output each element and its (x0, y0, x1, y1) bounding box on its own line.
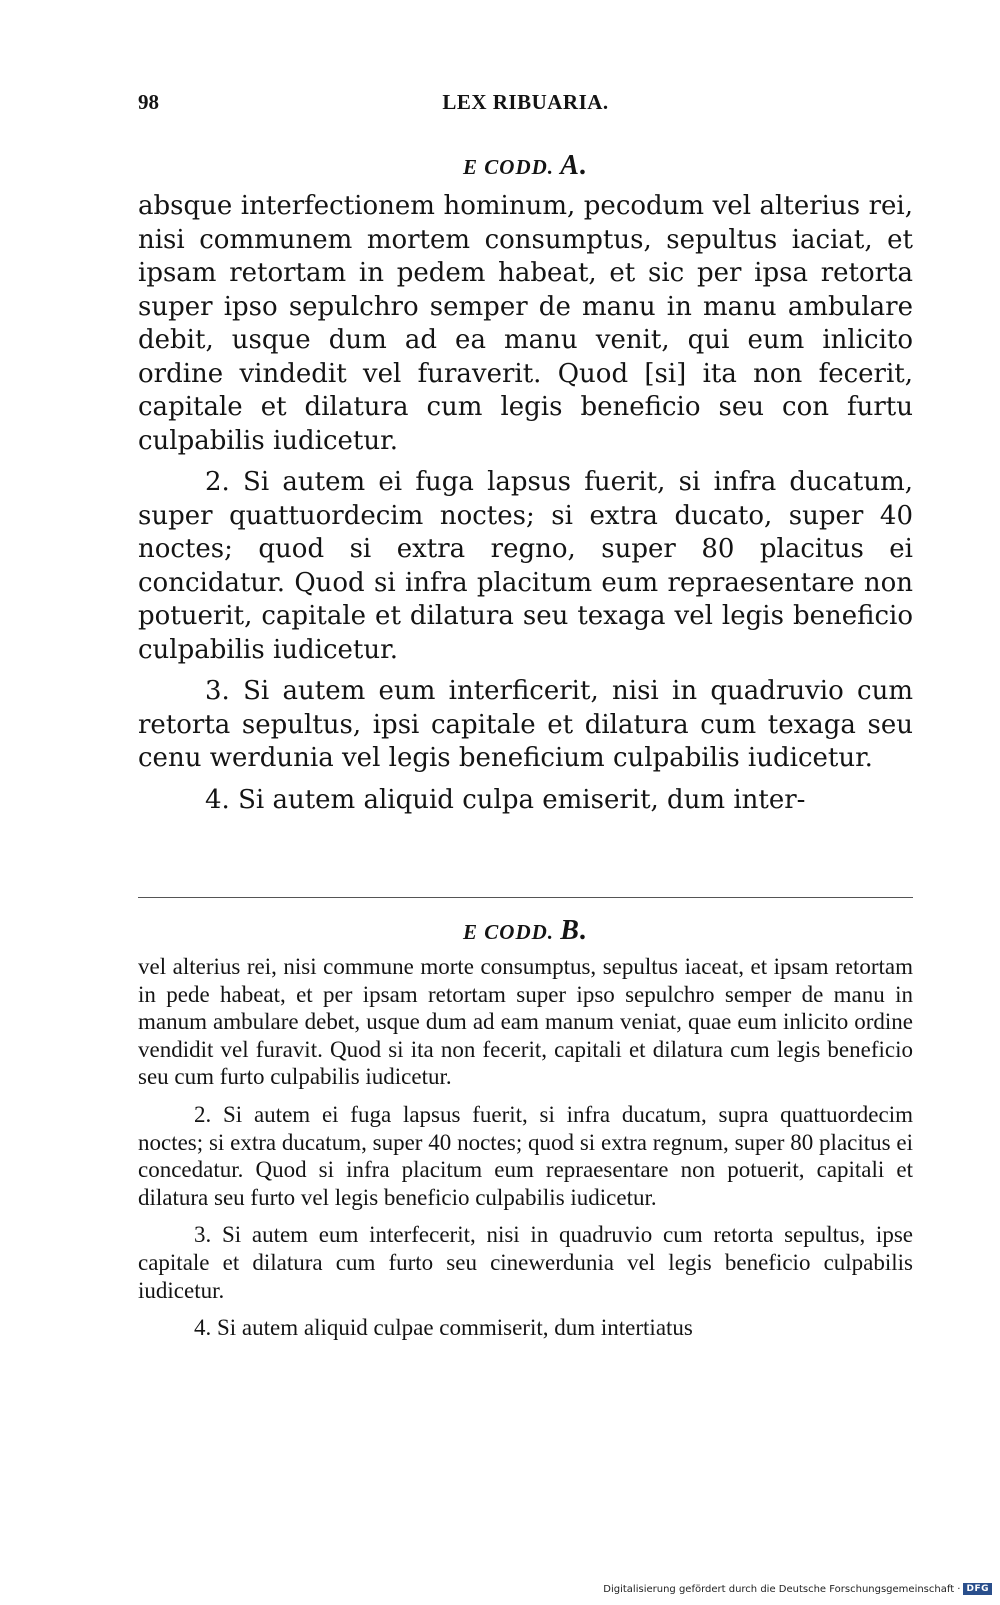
section-b-text (138, 953, 913, 1342)
credit-text: Digitalisierung gefördert durch die Deutsche Forschungsgemeinschaft · (603, 1583, 961, 1595)
section-b-heading-prefix: E CODD. (463, 920, 555, 944)
section-a-heading-letter: A. (560, 150, 588, 181)
section-a-paragraph-4: 4. Si autem aliquid culpa emiserit, dum inter- (205, 784, 806, 815)
section-b-paragraph-4: 4. Si autem aliquid culpae commiserit, dum intertiatus (194, 1315, 693, 1341)
section-a-paragraph-3: 3. Si autem eum interficerit, nisi in quadruvio cum retorta sepultus, ipsi capitale et dilatura cum texaga seu cenu werdunia vel legis beneficium culpabilis iudicetur. (138, 676, 913, 773)
section-b-heading (138, 915, 913, 947)
section-a-paragraph-1: absque interfectionem hominum, pecodum vel alterius rei, nisi communem mortem consumptus, sepultus iaciat, et ipsam retortam in pedem habeat, et sic per ipsa retorta super ipso sepulchro semper de manu in manu ambulare debit, usque dum ad ea manu venit, qui eum inlicito ordine vindedit vel furaverit. Quod [si] ita non fecerit, capitale et dilatura cum legis beneficio seu con furtu culpabilis iudicetur. (138, 191, 913, 456)
running-title: LEX RIBUARIA. (442, 90, 609, 114)
section-a-heading-prefix: E CODD. (463, 155, 555, 179)
section-a-text (138, 190, 913, 817)
page-number: 98 (138, 90, 159, 114)
section-codex-a (138, 150, 913, 825)
section-b-paragraph-2: 2. Si autem ei fuga lapsus fuerit, si infra ducatum, supra quattuordecim noctes; si extra ducatum, super 40 noctes; quod si extra regnum, super 80 placitus ei concedatur. Quod si infra placitum eum repraesentare non potuerit, capitali et dilatura seu furto vel legis beneficio culpabilis iudicetur. (138, 1101, 913, 1210)
section-b-paragraph-1: vel alterius rei, nisi commune morte consumptus, sepultus iaceat, et ipsam retortam in pede habeat, et per ipsam retortam super ipso sepulchro semper de manu in manum ambulare debet, usque dum ad eam manum veniat, quae eum inlicito ordine vendidit vel furavit. Quod si ita non fecerit, capitali et dilatura cum legis beneficio seu cum furto culpabilis iudicetur. (138, 954, 913, 1090)
section-b-paragraph-3: 3. Si autem eum interfecerit, nisi in quadruvio cum retorta sepultus, ipse capitale et dilatura cum furto seu cinewerdunia vel legis beneficio culpabilis iudicetur. (138, 1222, 913, 1303)
section-b-heading-letter: B. (560, 915, 588, 946)
running-head (138, 90, 913, 120)
section-divider (138, 897, 913, 898)
section-a-paragraph-2: 2. Si autem ei fuga lapsus fuerit, si infra ducatum, super quattuordecim noctes; si extra ducato, super 40 noctes; quod si extra regno, super 80 placitus ei concidatur. Quod si infra placitum eum repraesentare non potuerit, capitale et dilatura seu texaga vel legis beneficio culpabilis iudicetur. (138, 467, 913, 665)
section-a-heading (138, 150, 913, 182)
section-codex-b (138, 915, 913, 1352)
dfg-logo-icon: DFG (963, 1583, 992, 1595)
digitization-credit (603, 1583, 992, 1595)
